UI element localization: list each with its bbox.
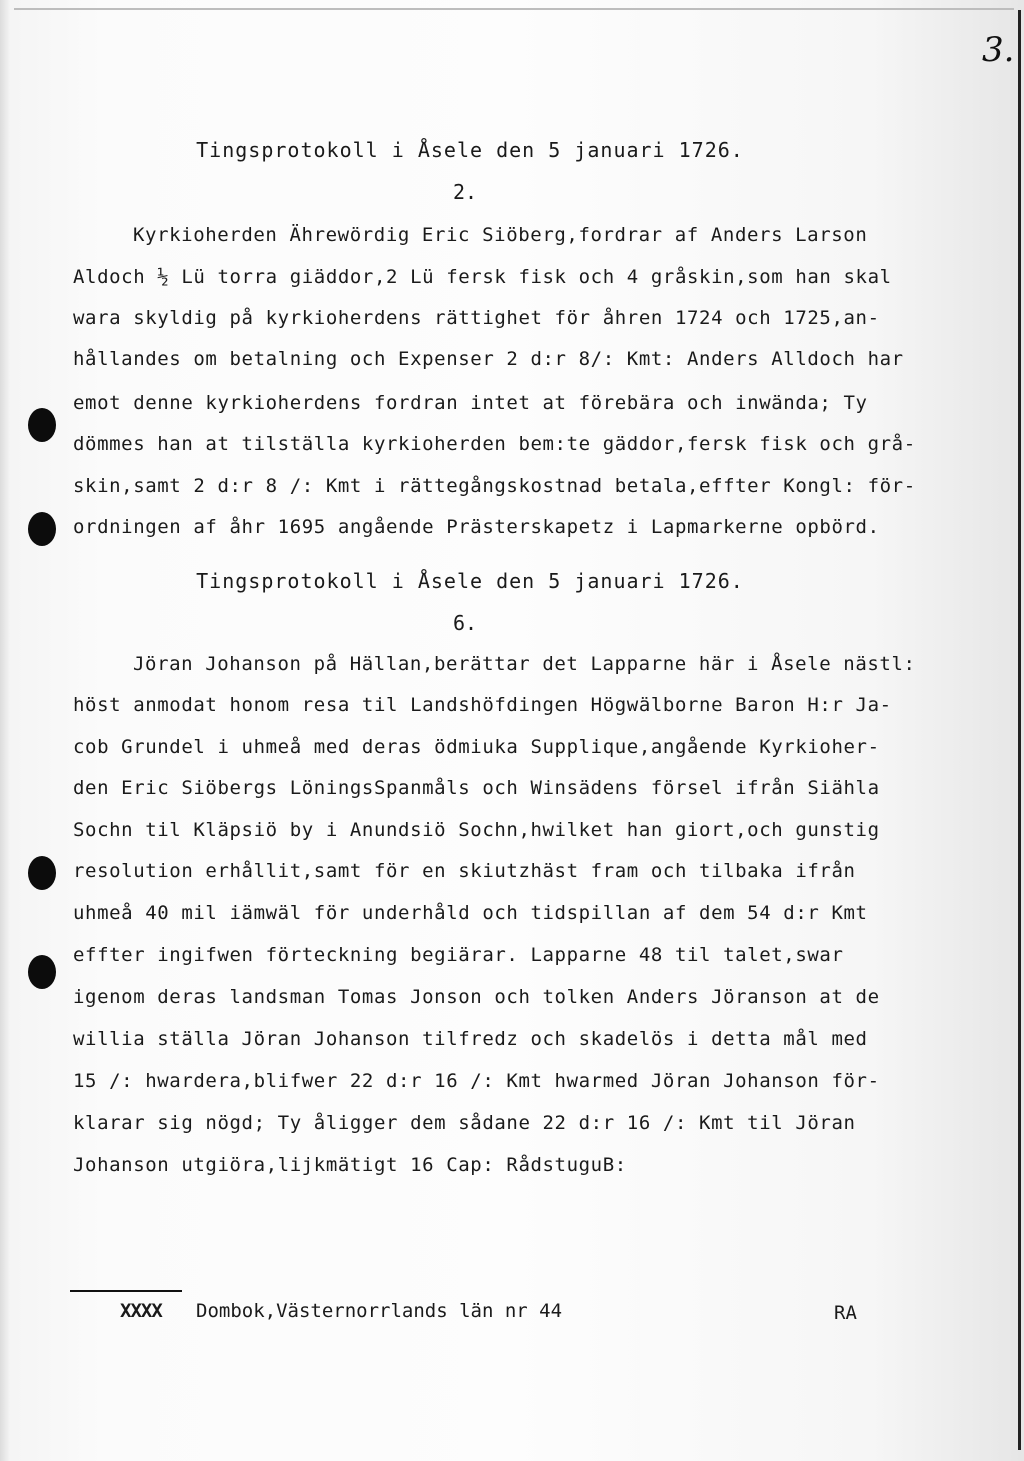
text-line: igenom deras landsman Tomas Jonson och tolken Anders Jöranson at de bbox=[73, 986, 880, 1008]
top-edge-line bbox=[14, 8, 1014, 10]
footer-struck-prefix: XXXX bbox=[120, 1300, 162, 1322]
text-line: cob Grundel i uhmeå med deras ödmiuka Supplique,angående Kyrkioher- bbox=[73, 736, 880, 758]
text-line: 15 /: hwardera,blifwer 22 d:r 16 /: Kmt hwarmed Jöran Johanson för- bbox=[73, 1070, 880, 1092]
punch-hole bbox=[28, 955, 56, 989]
text-line: Kyrkioherden Ährewördig Eric Siöberg,fordrar af Anders Larson bbox=[133, 224, 868, 246]
text-line: dömmes han at tilställa kyrkioherden bem:te gäddor,fersk fisk och grå- bbox=[73, 433, 916, 455]
text-line: den Eric Siöbergs LöningsSpanmåls och Winsädens försel ifrån Siähla bbox=[73, 777, 880, 799]
page-scan-shadow bbox=[0, 0, 10, 1461]
entry-number: 2. bbox=[452, 180, 478, 204]
text-line: Sochn til Kläpsiö by i Anundsiö Sochn,hwilket han giort,och gunstig bbox=[73, 819, 880, 841]
text-line: resolution erhållit,samt för en skiutzhäst fram och tilbaka ifrån bbox=[73, 860, 856, 882]
page-number: 3. bbox=[982, 30, 1015, 70]
text-line: Aldoch ½ Lü torra giäddor,2 Lü fersk fisk och 4 gråskin,som han skal bbox=[73, 266, 892, 288]
text-line: höst anmodat honom resa til Landshöfdingen Högwälborne Baron H:r Ja- bbox=[73, 694, 892, 716]
text-line: wara skyldig på kyrkioherdens rättighet för åhren 1724 och 1725,an- bbox=[73, 307, 880, 329]
punch-hole bbox=[28, 856, 56, 890]
entry-heading: Tingsprotokoll i Åsele den 5 januari 1726. bbox=[196, 569, 744, 593]
text-line: effter ingifwen förteckning begiärar. Lapparne 48 til talet,swar bbox=[73, 944, 844, 966]
text-line: Jöran Johanson på Hällan,berättar det Lapparne här i Åsele nästl: bbox=[133, 653, 916, 675]
archive-mark: RA bbox=[834, 1302, 857, 1324]
text-line: ordningen af åhr 1695 angående Prästerskapetz i Lapmarkerne opbörd. bbox=[73, 516, 880, 538]
text-line: uhmeå 40 mil iämwäl för underhåld och tidspillan af dem 54 d:r Kmt bbox=[73, 902, 868, 924]
entry-heading: Tingsprotokoll i Åsele den 5 januari 1726. bbox=[196, 138, 744, 162]
text-line: Johanson utgiöra,lijkmätigt 16 Cap: RådstuguB: bbox=[73, 1154, 627, 1176]
punch-hole bbox=[28, 512, 56, 546]
punch-hole bbox=[28, 408, 56, 442]
footer-source: Dombok,Västernorrlands län nr 44 bbox=[196, 1300, 563, 1322]
text-line: hållandes om betalning och Expenser 2 d:r 8/: Kmt: Anders Alldoch har bbox=[73, 348, 904, 370]
text-line: willia ställa Jöran Johanson tilfredz och skadelös i detta mål med bbox=[73, 1028, 868, 1050]
text-line: klarar sig nögd; Ty åligger dem sådane 22 d:r 16 /: Kmt til Jöran bbox=[73, 1112, 856, 1134]
right-edge-line bbox=[1018, 10, 1021, 1450]
footer-rule bbox=[70, 1290, 182, 1292]
text-line: emot denne kyrkioherdens fordran intet at förebära och inwända; Ty bbox=[73, 392, 868, 414]
entry-number: 6. bbox=[452, 611, 478, 635]
text-line: skin,samt 2 d:r 8 /: Kmt i rättegångskostnad betala,effter Kongl: för- bbox=[73, 475, 916, 497]
